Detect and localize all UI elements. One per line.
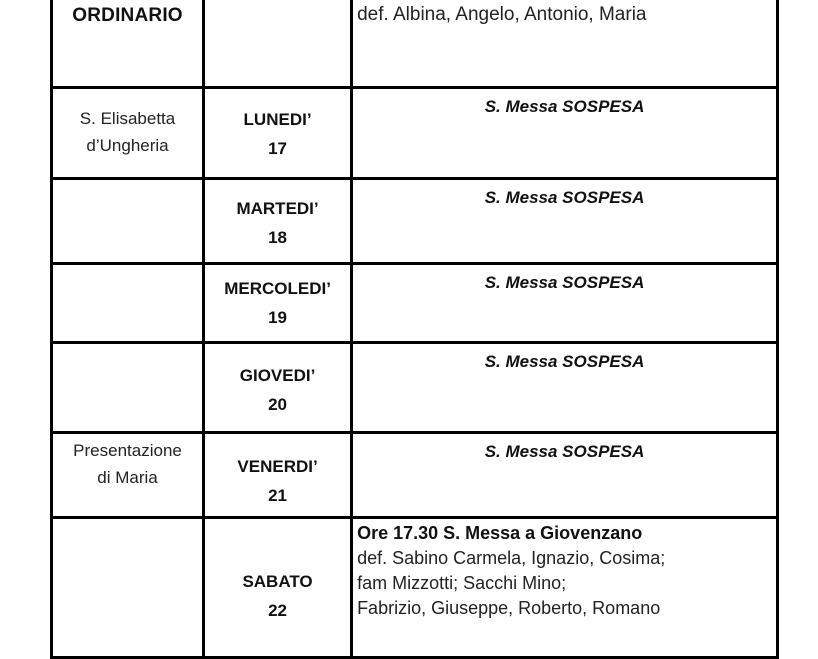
table-row-mercoledi: [52, 264, 778, 343]
saint-cell: [52, 179, 204, 264]
saint-name-line1: S. Elisabetta: [79, 109, 176, 128]
day-number: 17: [268, 139, 288, 158]
intention-line: Fabrizio, Giuseppe, Roberto, Romano: [357, 598, 661, 618]
saint-cell: [52, 518, 204, 658]
intention-cell: [352, 264, 778, 343]
day-cell: [204, 179, 352, 264]
day-number: 19: [268, 308, 288, 327]
table-row-lunedi: [52, 88, 778, 179]
intention-line: def. Sabino Carmela, Ignazio, Cosima;: [357, 548, 666, 568]
day-cell: [204, 88, 352, 179]
day-cell: [204, 264, 352, 343]
mass-status: S. Messa SOSPESA: [484, 273, 645, 292]
season-cell: [52, 0, 204, 88]
intention-cell: [352, 343, 778, 433]
saint-cell: [52, 433, 204, 518]
day-name: SABATO: [242, 572, 313, 591]
day-name: LUNEDI’: [243, 110, 312, 129]
saint-cell: [52, 264, 204, 343]
mass-time-location: Ore 17.30 S. Messa a Giovenzano: [357, 523, 643, 543]
saint-cell: [52, 343, 204, 433]
mass-status: S. Messa SOSPESA: [484, 188, 645, 207]
table-row-sabato: [52, 518, 778, 658]
day-number: 21: [268, 486, 288, 505]
day-name: VENERDI’: [237, 457, 318, 476]
day-cell: [204, 343, 352, 433]
day-number: 20: [268, 395, 288, 414]
feast-name-line1: Presentazione: [73, 441, 182, 460]
day-name: GIOVEDI’: [239, 366, 316, 385]
mass-status: S. Messa SOSPESA: [484, 442, 645, 461]
day-cell-empty: [204, 0, 352, 88]
table-row-giovedi: [52, 343, 778, 433]
day-cell: [204, 518, 352, 658]
intention-text: def. Albina, Angelo, Antonio, Maria: [357, 4, 647, 25]
intention-cell: [352, 518, 778, 658]
table-row-martedi: [52, 179, 778, 264]
mass-status: S. Messa SOSPESA: [484, 97, 645, 116]
day-name: MARTEDI’: [236, 199, 319, 218]
intention-cell: [352, 88, 778, 179]
day-name: MERCOLEDI’: [224, 279, 331, 298]
intention-line: fam Mizzotti; Sacchi Mino;: [357, 573, 567, 593]
intention-cell: [352, 433, 778, 518]
table-row-ordinario: [52, 0, 778, 88]
feast-name-line2: di Maria: [97, 468, 158, 487]
mass-schedule-table: [50, 0, 779, 659]
day-number: 18: [268, 228, 288, 247]
day-number: 22: [268, 601, 288, 620]
saint-name-line2: d’Ungheria: [86, 136, 169, 155]
intention-cell: [352, 179, 778, 264]
table-row-venerdi: [52, 433, 778, 518]
saint-cell: [52, 88, 204, 179]
mass-status: S. Messa SOSPESA: [484, 352, 645, 371]
liturgical-season: ORDINARIO: [72, 5, 183, 26]
intention-cell: [352, 0, 778, 88]
day-cell: [204, 433, 352, 518]
